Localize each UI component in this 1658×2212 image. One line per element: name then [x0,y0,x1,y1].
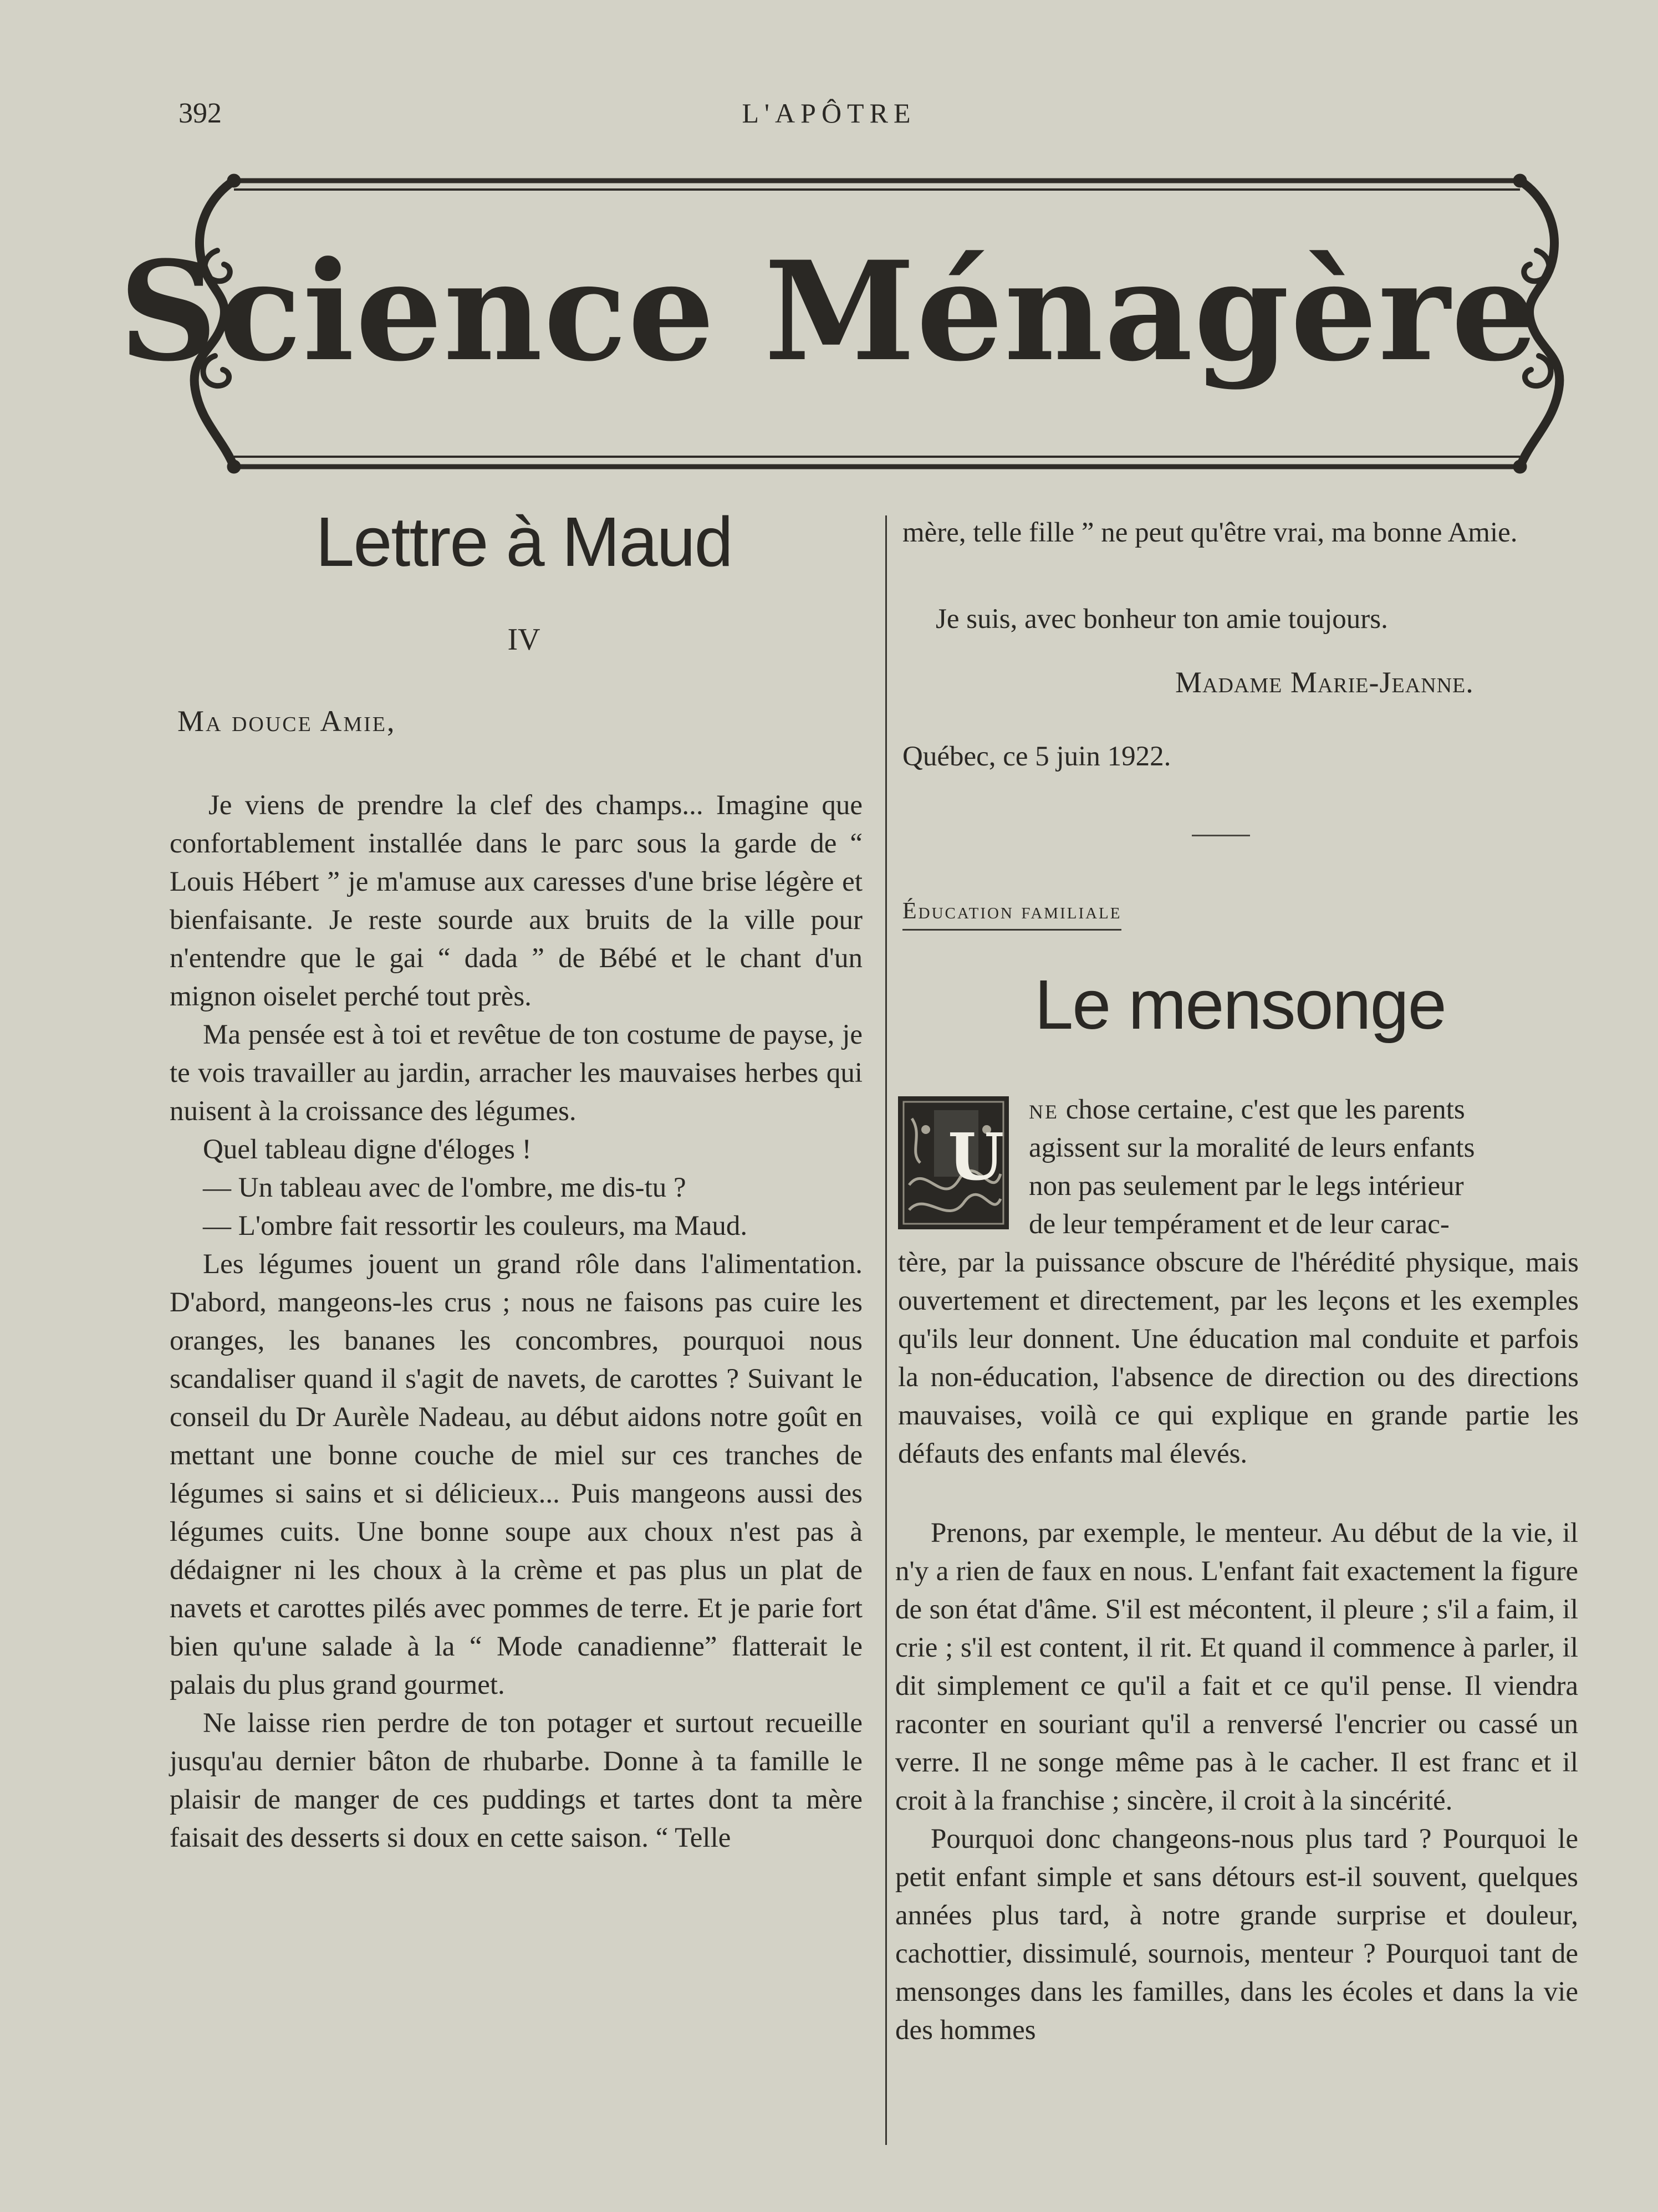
letter-paragraph: — Un tableau avec de l'ombre, me dis-tu ? [203,1172,686,1203]
article-lead-continuation: tère, par la puissance obscure de l'hérédité physique, mais ouvertement et directement, par les leçons et les exemples qu'ils leur donnent. Une éducation mal conduite et parfois la non-éducation, l'absence de direction ou des directions mauvaises, voilà ce qui explique en grande partie les défauts des enfants mal élevés. [898,1247,1579,1469]
article-lead-line: de leur tempérament et de leur carac- [1029,1209,1450,1240]
letter-paragraph: Quel tableau digne d'éloges ! [203,1134,532,1165]
letter-paragraph: Ne laisse rien perdre de ton potager et surtout recueille jusqu'au dernier bâton de rhubarbe. Donne à ta famille le plaisir de manger de ces puddings et tartes dont ta mère faisait des desserts si doux en cette saison. “ Telle [170,1708,863,1853]
signature: Madame Marie-Jeanne. [1175,666,1474,699]
letter-paragraph: Les légumes jouent un grand rôle dans l'alimentation. D'abord, mangeons-les crus ; nous ne faisons pas cuire les oranges, les bananes les concombres, pourquoi nous scandaliser quand il s'agit de navets, de carottes ? Suivant le conseil du Dr Aurèle Nadeau, au début aidons notre goût en mettant une bonne couche de miel sur ces tranches de légumes si sains et si délicieux... Puis mangeons aussi des légumes cuits. Une bonne soupe aux choux n'est pas à dédaigner ni les choux à la crème et pas plus un plat de navets et carottes pilés avec pommes de terre. Et je parie fort bien qu'une salade à la “ Mode canadienne” flatterait le palais du plus grand gourmet. [170,1249,863,1700]
part-number: IV [507,622,540,657]
lead-first-word: ne [1029,1094,1059,1125]
letter-paragraph: Ma pensée est à toi et revêtue de ton costume de payse, je te vois travailler au jardin, arracher les mauvaises herbes qui nuisent à la croissance des légumes. [170,1019,863,1127]
section-separator [1192,835,1250,836]
article-lead-line: non pas seulement par le legs intérieur [1029,1171,1464,1202]
article-paragraph: Prenons, par exemple, le menteur. Au début de la vie, il n'y a rien de faux en nous. L'enfant fait exactement la figure de son état d'âme. S'il est mécontent, il pleure ; s'il a faim, il crie ; s'il est content, il rit. Et quand il commence à parler, il dit simplement ce qu'il a fait et ce qu'il pense. Il viendra raconter en souriant qu'il a renversé l'encrier ou cassé un verre. Il ne songe même pas à le cacher. Il est franc et il croit à la franchise ; sincère, il croit à la sincérité. [895,1518,1578,1816]
article-body [895,1514,1578,2050]
lead-line-text: chose certaine, c'est que les parents [1065,1094,1465,1125]
column-divider [885,515,887,2145]
running-head: L'APÔTRE [742,98,916,129]
article-lead-line: agissent sur la moralité de leurs enfants [1029,1132,1475,1163]
letter-paragraph: Je viens de prendre la clef des champs... Imagine que confortablement installée dans le parc sous la garde de “ Louis Hébert ” je m'amuse aux caresses d'une brise légère et bienfaisante. Je reste sourde aux bruits de la ville pour n'entendre que le gai “ dada ” de Bébé et le chant d'un mignon oiselet perché tout près. [170,790,863,1012]
letter-body [170,786,863,1857]
article-paragraph: Pourquoi donc changeons-nous plus tard ? Pourquoi le petit enfant simple et sans détours est-il souvent, quelques années plus tard, à notre grande surprise et douleur, cachottier, dissimulé, sournois, menteur ? Pourquoi tant de mensonges dans les familles, dans les écoles et dans la vie des hommes [895,1823,1578,2046]
section-title: Science Ménagère [119,232,1539,392]
place-date: Québec, ce 5 juin 1922. [902,741,1171,772]
letter-paragraph: — L'ombre fait ressortir les couleurs, ma Maud. [203,1210,748,1242]
article-title-lettre-a-maud: Lettre à Maud [315,503,732,581]
article-title-le-mensonge: Le mensonge [1034,965,1446,1044]
salutation: Ma douce Amie, [177,704,396,738]
drop-cap-letter: U [948,1120,1004,1195]
letter-continuation: mère, telle fille ” ne peut qu'être vrai, ma bonne Amie. [902,517,1518,548]
letter-closing: Je suis, avec bonheur ton amie toujours. [936,604,1388,635]
rubric-heading: Éducation familiale [902,898,1121,931]
banner-bottom-rules [234,457,1520,467]
article-lead-line [1029,1091,1579,1129]
banner-top-rules [234,181,1520,190]
article-lead [898,1091,1579,1473]
page-number: 392 [178,98,222,129]
